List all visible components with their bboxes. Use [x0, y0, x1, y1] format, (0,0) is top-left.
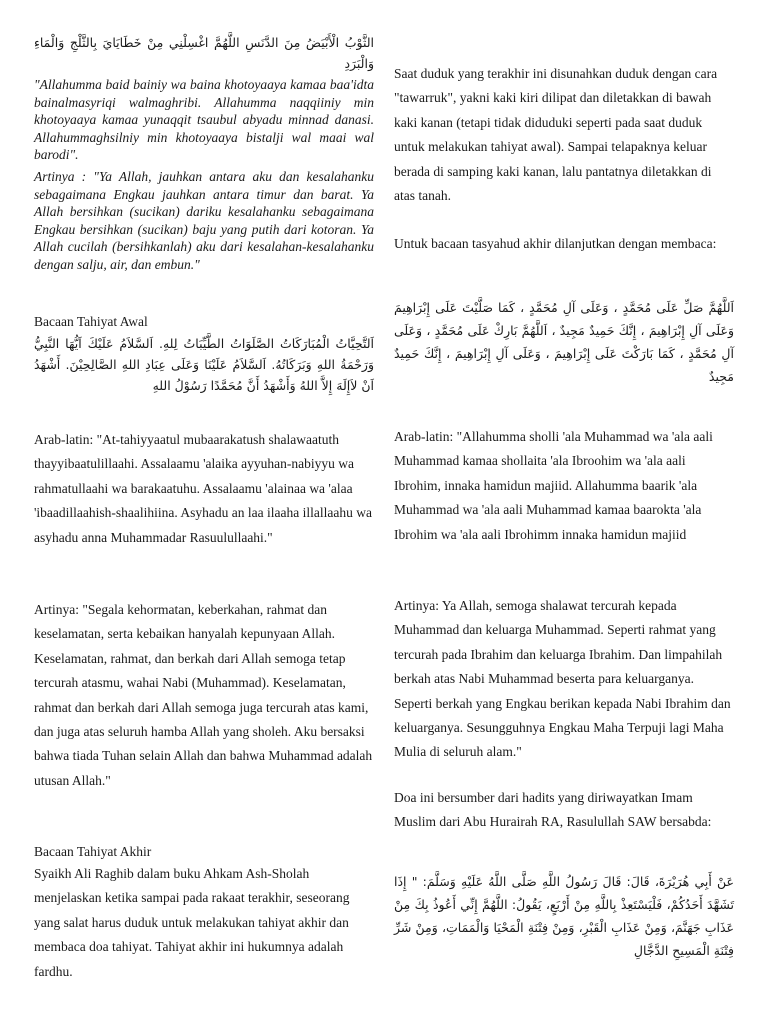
shalawat-arabic: اَللَّهُمَّ صَلِّ عَلَى مُحَمَّدٍ ، وَعَلَى آلِ مُحَمَّدٍ ، كَمَا صَلَّيْتَ عَلَى إِبْرَاهِيمَ وَعَلَى آلِ إِبْرَاهِيمَ ، إِنَّكَ حَمِيدٌ مَجِيدٌ ، اَللَّهُمَّ بَارِكْ عَلَى مُحَمَّدٍ ، وَعَلَى آلِ مُحَمَّدٍ ، كَمَا بَارَكْتَ عَلَى إِبْرَاهِيمَ ، وَعَلَى آلِ إِبْرَاهِيمَ ، إِنَّكَ حَمِيدٌ مَجِيدٌ	[394, 300, 734, 384]
tahiyat-awal-arabic: اَلتَّحِيَّاتُ الْمُبَارَكَاتُ الصَّلَوَاتُ الطَّيِّبَاتُ لِلهِ. اَلسَّلاَمُ عَلَيْكَ اَيُّهَا النَّبِيُّ وَرَحْمَةُ اللهِ وَبَرَكَاتُهُ. اَلسَّلاَمُ عَلَيْنَا وَعَلَى عِبَادِ اللهِ الصَّالِحِيْنَ. أَشْهَدُ اَنْ لاَإِلَهَ إِلاَّ اللهُ وَأَشْهَدُ أَنَّ مُحَمَّدًا رَسُوْلُ اللهِ	[34, 336, 374, 393]
tasyahud-continuation: Untuk bacaan tasyahud akhir dilanjutkan dengan membaca:	[394, 236, 717, 251]
doa-iftitah-latin: "Allahumma baid bainiy wa baina khotoyaaya kamaa baa'idta bainalmasyriqi walmaghribi. Allahumma naqqiiniy min khotoyaaya kamaa yunaqqit tsaubul abyadu minnad danasi. Allahummaghsilniy min khotoyaaya bistalji wal maai wal barodi".	[34, 77, 374, 162]
tahiyat-awal-latin: Arab-latin: "At-tahiyyaatul mubaarakatush shalawaatuth thayyibaatulillaahi. Assalaamu 'alaika ayyuhan-nabiyyu wa rahmatullaahi wa barakaatuhu. Assalaamu 'alainaa wa 'alaa 'ibaadillaahish-shaalihiina. Asyhadu an laa ilaaha illallaahu wa asyhadu anna Muhammadar Rasuulullaahi."	[34, 432, 372, 545]
shalawat-translation: Artinya: Ya Allah, semoga shalawat tercurah kepada Muhammad dan keluarga Muhammad. Seperti rahmat yang tercurah pada Ibrahim dan keluarga Ibrahim. Dan limpahilah berkah atas Nabi Muhammad beserta para keluarganya. Seperti berkah yang Engkau berikan kepada Nabi Ibrahim dan keluarganya. Sesungguhnya Engkau Maha Terpuji lagi Maha Mulia di seluruh alam."	[394, 598, 731, 760]
hadith-source: Doa ini bersumber dari hadits yang diriwayatkan Imam Muslim dari Abu Hurairah RA, Rasulullah SAW bersabda:	[394, 790, 712, 830]
tahiyat-awal-heading: Bacaan Tahiyat Awal	[34, 314, 148, 329]
doa-iftitah-arabic-tail: الثَّوْبُ الْأَبْيَضُ مِنَ الدَّنَسِ اللَّهُمَّ اغْسِلْنِي مِنْ خَطَايَايَ بِالثَّلْجِ وَالْمَاءِ وَالْبَرَدِ	[34, 35, 374, 71]
shalawat-latin: Arab-latin: "Allahumma sholli 'ala Muhammad wa 'ala aali Muhammad kamaa shollaita 'ala Ibroohim wa 'ala aali Ibrohim, innaka hamidun majiid. Allahumma baarik 'ala Muhammad wa 'ala aali Muhammad kamaa baarokta 'ala Ibrohim wa 'ala aali Ibrohimm innaka hamidun majiid	[394, 429, 713, 542]
tahiyat-akhir-intro: Syaikh Ali Raghib dalam buku Ahkam Ash-Sholah menjelaskan ketika sampai pada rakaat terakhir, seseorang yang salat harus duduk untuk melakukan tahiyat akhir dan membaca doa tahiyat. Tahiyat akhir ini hukumnya adalah fardhu.	[34, 866, 350, 979]
tahiyat-awal-translation: Artinya: "Segala kehormatan, keberkahan, rahmat dan keselamatan, serta kebaikan hanyalah kepunyaan Allah. Keselamatan, rahmat, dan berkah dari Allah semoga tetap tercurah atasmu, wahai Nabi (Muhammad). Keselamatan, rahmat dan berkah dari Allah semoga juga tercurah atas kami, dan juga atas seluruh hamba Allah yang sholeh. Aku bersaksi bahwa tiada Tuhan selain Allah dan bahwa Muhammad adalah utusan Allah."	[34, 602, 373, 788]
tawarruk-paragraph: Saat duduk yang terakhir ini disunahkan duduk dengan cara "tawarruk", yakni kaki kiri dilipat dan diletakkan di bawah kaki kanan (tetapi tidak diduduki seperti pada saat duduk untuk melakukan tahiyat awal). Sampai telapaknya keluar berada di samping kaki kanan, lalu pantatnya diletakkan di atas tanah.	[394, 66, 718, 204]
hadith-arabic: عَنْ أَبِي هُرَيْرَةَ، قَالَ: قَالَ رَسُولُ اللَّهِ صَلَّى اللَّهُ عَلَيْهِ وَسَلَّمَ: " إِذَا تَشَهَّدَ أَحَدُكُمْ، فَلْيَسْتَعِذْ بِاللَّهِ مِنْ أَرْبَعٍ، يَقُولُ: اللَّهُمَّ إِنِّي أَعُوذُ بِكَ مِنْ عَذَابِ جَهَنَّمَ، وَمِنْ عَذَابِ الْقَبْرِ، وَمِنْ فِتْنَةِ الْمَحْيَا وَالْمَمَاتِ، وَمِنْ شَرِّ فِتْنَةِ الْمَسِيحِ الدَّجَّالِ	[394, 874, 734, 958]
tahiyat-akhir-heading: Bacaan Tahiyat Akhir	[34, 844, 152, 859]
doa-iftitah-translation: Artinya : "Ya Allah, jauhkan antara aku dan kesalahanku sebagaimana Engkau jauhkan antara timur dan barat. Ya Allah bersihkan (sucikan) dariku kesalahanku sebagaimana Engkau bersihkan (sucikan) baju yang putih dari kotoran. Ya Allah cucilah (bersihkanlah) aku dari kesalahan-kesalahanku dengan salju, air, dan embun."	[34, 169, 374, 272]
